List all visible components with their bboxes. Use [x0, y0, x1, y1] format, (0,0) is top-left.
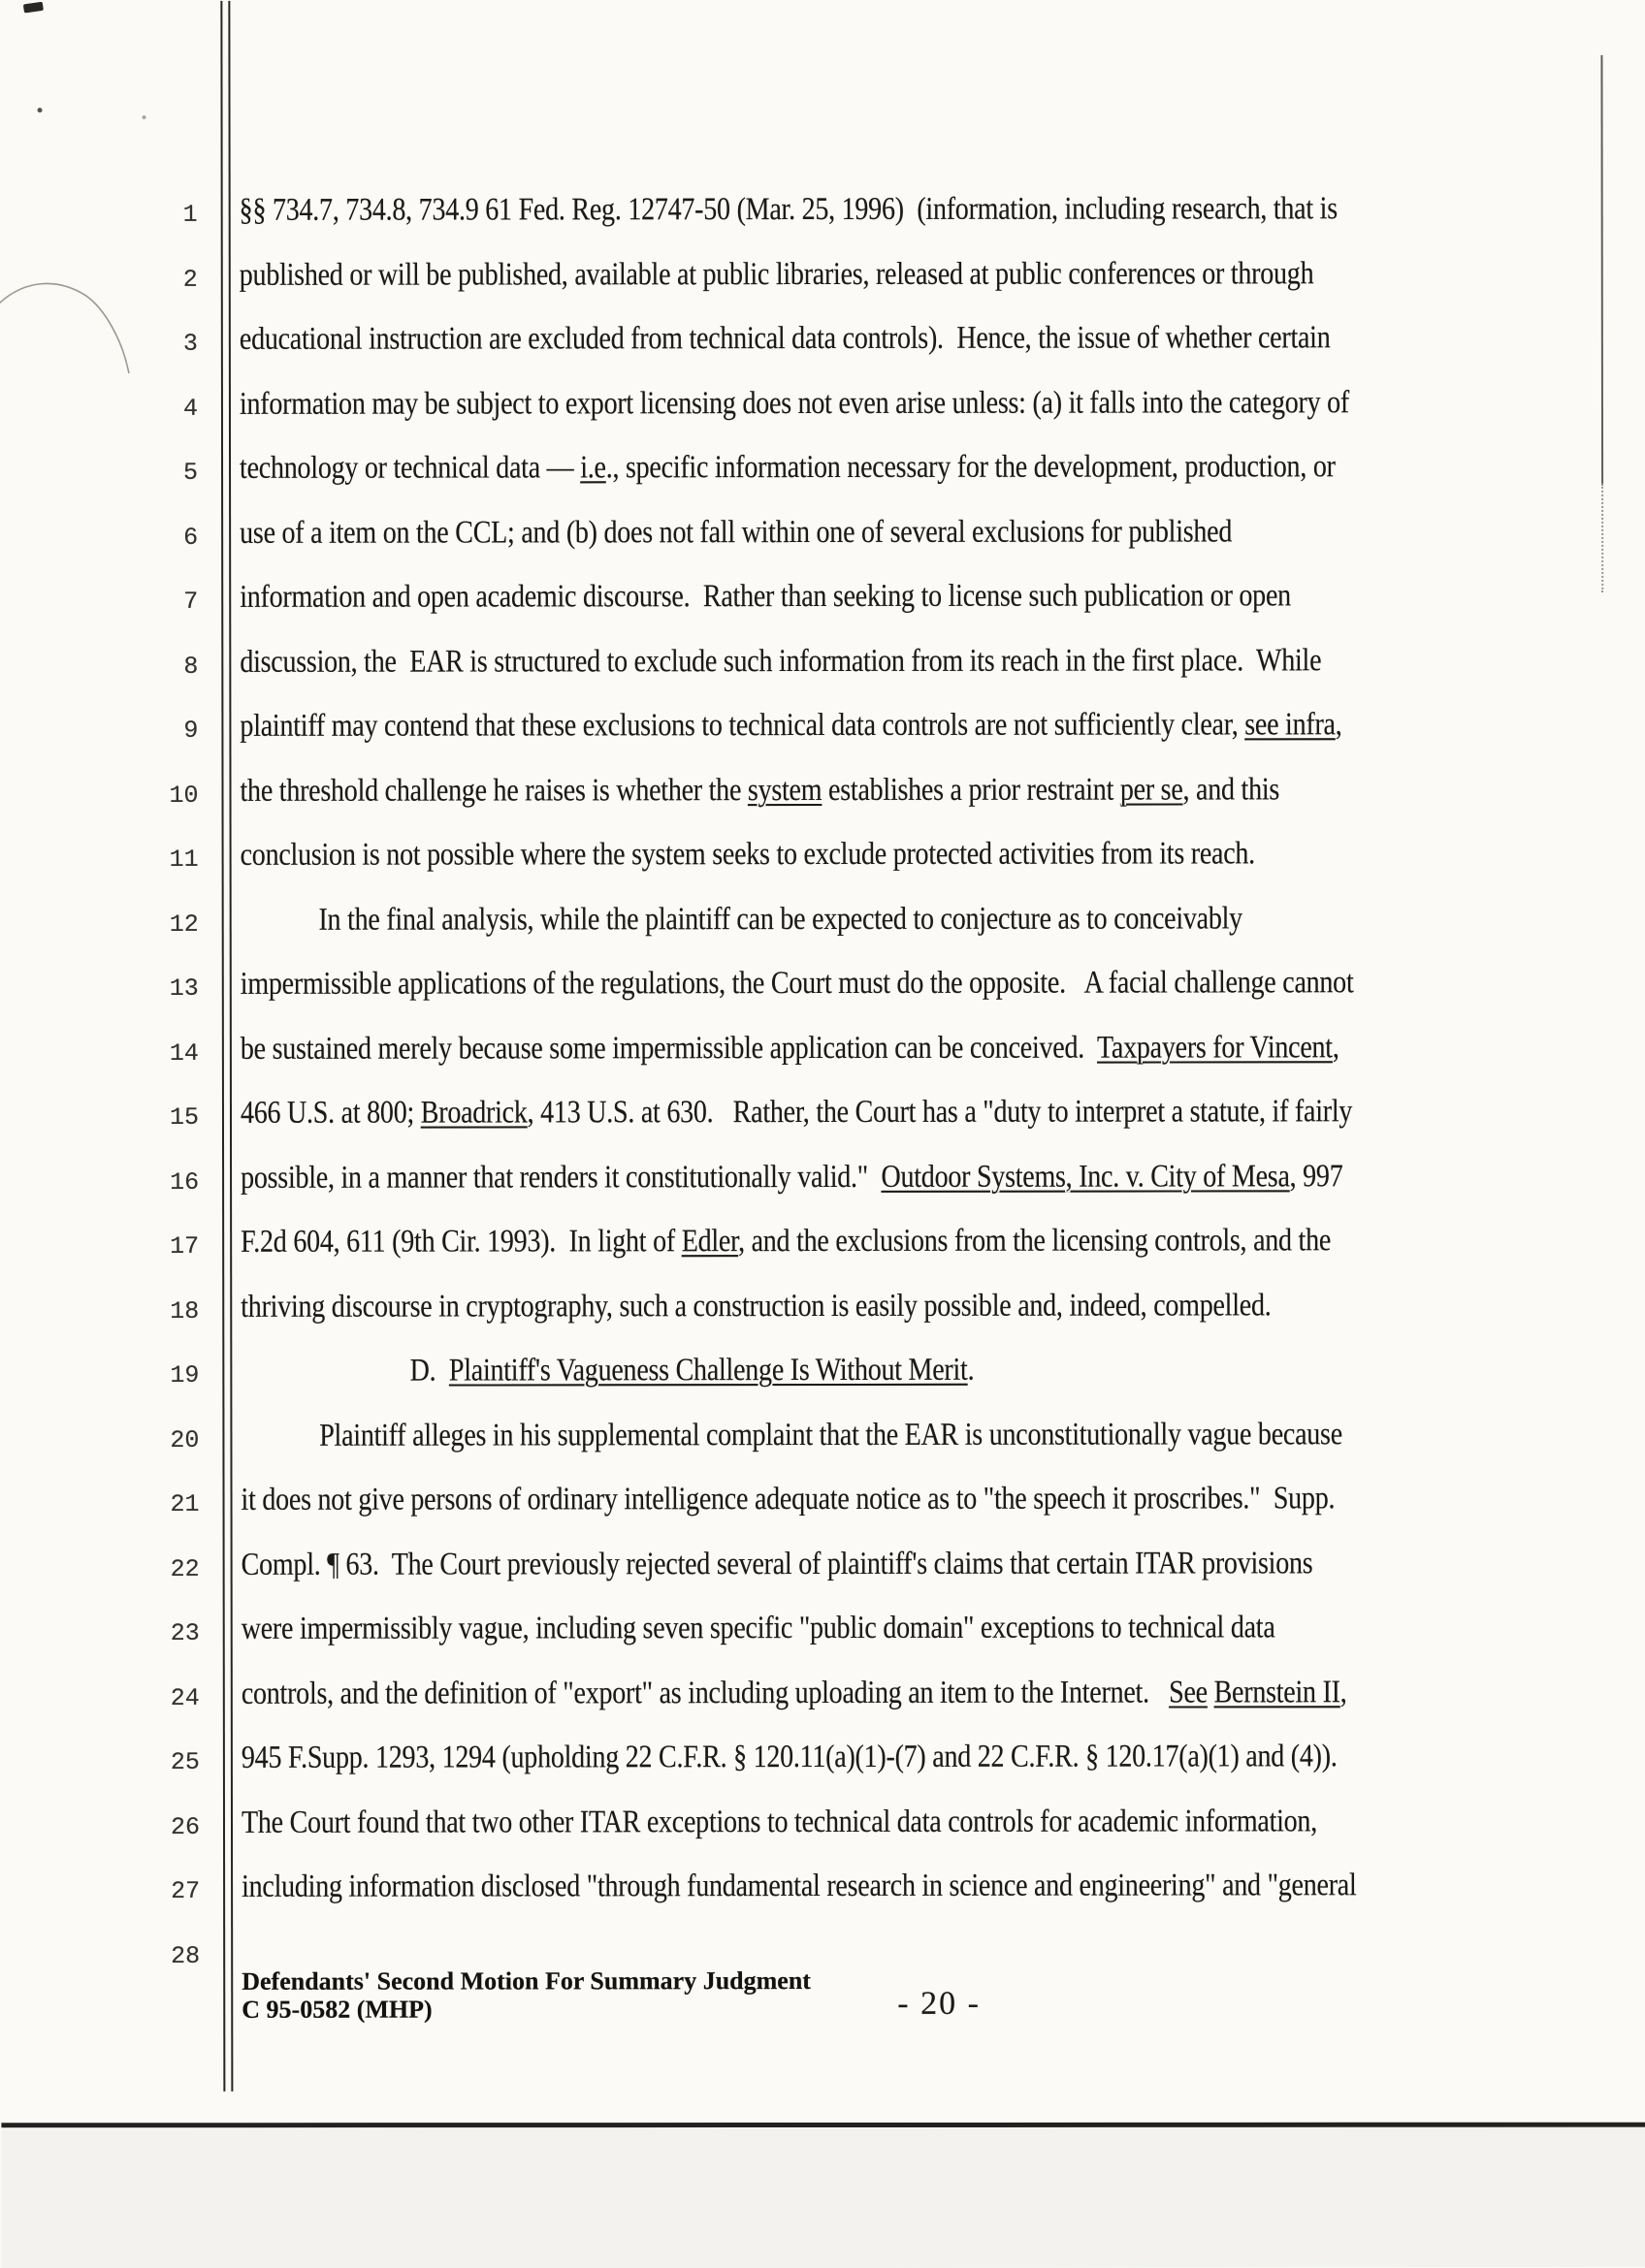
text-segment: information and open academic discourse. Rather than seeking to license such publication or open	[240, 578, 1291, 615]
pleading-double-rule-left	[220, 1, 225, 2092]
line-number: 27	[171, 1876, 201, 1905]
scan-artifact-curve	[0, 98, 193, 428]
text-segment: Plaintiff alleges in his supplemental complaint that the EAR is unconstitutionally vague because	[319, 1416, 1342, 1453]
text-segment: 466 U.S. at 800;	[240, 1095, 421, 1131]
footer-case-number: C 95-0582 (MHP)	[242, 1995, 433, 2024]
body-line	[240, 640, 1592, 681]
body-line	[241, 834, 1593, 875]
text-segment: F.2d 604, 611 (9th Cir. 1993). In light of	[241, 1224, 682, 1260]
text-segment: The Court found that two other ITAR exceptions to technical data controls for academic information,	[241, 1803, 1317, 1840]
footer	[242, 1966, 811, 2024]
body-line	[240, 189, 1592, 230]
line-number: 20	[170, 1425, 200, 1454]
body-line	[242, 1737, 1594, 1777]
text-segment: , 997	[1289, 1158, 1343, 1194]
line-number: 7	[183, 587, 199, 616]
text-segment: , and this	[1182, 771, 1280, 807]
text-segment: ., specific information necessary for the development, production, or	[605, 449, 1336, 486]
body-line	[240, 705, 1592, 746]
text-segment: ,	[1339, 1674, 1347, 1709]
text-segment: §§ 734.7, 734.8, 734.9 61 Fed. Reg. 12747-50 (Mar. 25, 1996) (information, including research, that is	[239, 191, 1338, 228]
body-line	[241, 1414, 1593, 1454]
text-segment: ,	[1335, 707, 1342, 743]
text-segment: ,	[1332, 1029, 1339, 1065]
right-margin-rule-faded	[1601, 484, 1603, 592]
body-line	[242, 1672, 1594, 1712]
underlined-text: i.e	[580, 450, 606, 486]
text-segment: establishes a prior restraint	[822, 772, 1120, 808]
text-segment: including information disclosed "through fundamental research in science and engineering" and "general	[242, 1868, 1357, 1904]
line-number: 22	[170, 1554, 200, 1583]
underlined-text: Taxpayers for Vincent	[1096, 1029, 1333, 1066]
body-line	[240, 447, 1592, 488]
line-number: 8	[183, 652, 199, 681]
footer-title: Defendants' Second Motion For Summary Judgment	[242, 1966, 811, 1996]
text-segment: controls, and the definition of "export" as including uploading an item to the Internet.	[241, 1675, 1170, 1711]
underlined-text: per se	[1119, 771, 1183, 808]
underlined-text: system	[747, 772, 822, 808]
text-segment: educational instruction are excluded from technical data controls). Hence, the issue of whether certain	[239, 320, 1331, 357]
line-number: 28	[171, 1941, 201, 1970]
underlined-text: Broadrick	[420, 1095, 528, 1131]
text-segment: published or will be published, available at public libraries, released at public conferences or through	[239, 255, 1314, 293]
body-line	[241, 1027, 1593, 1068]
underlined-text: Plaintiff's Vagueness Challenge Is Without Merit	[448, 1352, 968, 1389]
body-line	[240, 253, 1592, 294]
line-number: 14	[169, 1038, 199, 1068]
text-segment: were impermissibly vague, including seven specific "public domain" exceptions to technical data	[241, 1610, 1275, 1646]
text-segment: D.	[409, 1353, 449, 1389]
right-margin-rule	[1600, 55, 1603, 484]
body-line	[241, 1092, 1593, 1133]
text-segment: information may be subject to export licensing does not even arise unless: (a) it falls into the category of	[239, 384, 1349, 422]
text-segment: , 413 U.S. at 630. Rather, the Court has a "duty to interpret a statute, if fairly	[527, 1094, 1353, 1131]
text-segment: , and the exclusions from the licensing controls, and the	[738, 1223, 1332, 1260]
text-segment: it does not give persons of ordinary intelligence adequate notice as to "the speech it proscribes." Supp.	[241, 1481, 1336, 1517]
line-number: 13	[169, 974, 199, 1003]
line-number: 19	[170, 1360, 200, 1390]
line-number: 6	[183, 523, 199, 552]
line-number: 18	[170, 1296, 200, 1326]
body-line	[240, 576, 1592, 617]
text-segment: In the final analysis, while the plaintiff can be expected to conjecture as to conceivably	[318, 900, 1242, 938]
text-segment: be sustained merely because some impermissible application can be conceived.	[240, 1030, 1098, 1067]
text-segment: possible, in a manner that renders it constitutionally valid."	[241, 1159, 882, 1196]
body-line	[240, 769, 1592, 810]
page-bottom-edge-line	[1, 2123, 1645, 2127]
scanner-background	[1, 2127, 1645, 2268]
text-segment: 945 F.Supp. 1293, 1294 (upholding 22 C.F.R. § 120.11(a)(1)-(7) and 22 C.F.R. § 120.17(a)(1) and (4)).	[241, 1739, 1338, 1775]
line-number: 11	[169, 845, 199, 874]
body-line	[241, 1221, 1593, 1262]
line-number: 9	[183, 716, 199, 745]
body-line	[241, 1479, 1593, 1519]
text-segment: discussion, the EAR is structured to exclude such information from its reach in the first place. While	[240, 642, 1322, 680]
line-number: 15	[169, 1102, 199, 1132]
line-number: 3	[182, 329, 198, 358]
body-line	[241, 1285, 1593, 1326]
text-segment: Compl. ¶ 63. The Court previously rejected several of plaintiff's claims that certain ITAR provisions	[241, 1545, 1313, 1582]
line-number: 2	[182, 265, 198, 294]
line-number: 5	[183, 458, 199, 487]
line-number: 17	[170, 1231, 200, 1261]
text-segment: conclusion is not possible where the system seeks to exclude protected activities from its reach.	[240, 836, 1255, 873]
line-number: 23	[170, 1618, 200, 1647]
line-number: 12	[169, 910, 199, 939]
text-segment: the threshold challenge he raises is whether the	[240, 772, 748, 809]
page-number: - 20 -	[897, 1985, 981, 2022]
body-line	[242, 1801, 1594, 1841]
line-number: 26	[170, 1812, 201, 1841]
line-number: 25	[170, 1747, 200, 1776]
body-line	[241, 1350, 1593, 1390]
underlined-text: Outdoor Systems, Inc. v. City of Mesa	[881, 1158, 1290, 1195]
text-segment: thriving discourse in cryptography, such a construction is easily possible and, indeed, compelled.	[241, 1287, 1272, 1325]
line-number: 10	[169, 781, 199, 810]
body-line	[242, 1866, 1594, 1906]
underlined-text: see infra	[1244, 707, 1336, 743]
body-line	[242, 1608, 1594, 1648]
text-segment: .	[967, 1352, 975, 1388]
line-number: 16	[170, 1167, 200, 1197]
line-number: 21	[170, 1489, 200, 1518]
body-line	[240, 382, 1592, 423]
text-segment: plaintiff may contend that these exclusions to technical data controls are not sufficiently clear,	[240, 707, 1245, 744]
body-line	[241, 963, 1593, 1004]
body-line	[241, 898, 1593, 939]
underlined-text: See	[1169, 1674, 1208, 1710]
line-number: 24	[170, 1683, 200, 1712]
body-line	[241, 1156, 1593, 1197]
body-line	[242, 1543, 1594, 1583]
body-line	[240, 511, 1592, 552]
body-line	[240, 318, 1592, 359]
body-line	[242, 1930, 1594, 1932]
scan-speck	[23, 2, 44, 14]
underlined-text: Edler	[681, 1224, 739, 1260]
pleading-double-rule-right	[228, 1, 233, 2092]
text-segment: technology or technical data —	[240, 450, 581, 486]
text-segment: impermissible applications of the regulations, the Court must do the opposite. A facial challenge cannot	[240, 965, 1354, 1002]
underlined-text: Bernstein II	[1213, 1674, 1340, 1709]
line-number: 1	[182, 200, 198, 229]
line-number: 4	[182, 394, 198, 423]
text-segment: use of a item on the CCL; and (b) does not fall within one of several exclusions for published	[240, 513, 1233, 551]
